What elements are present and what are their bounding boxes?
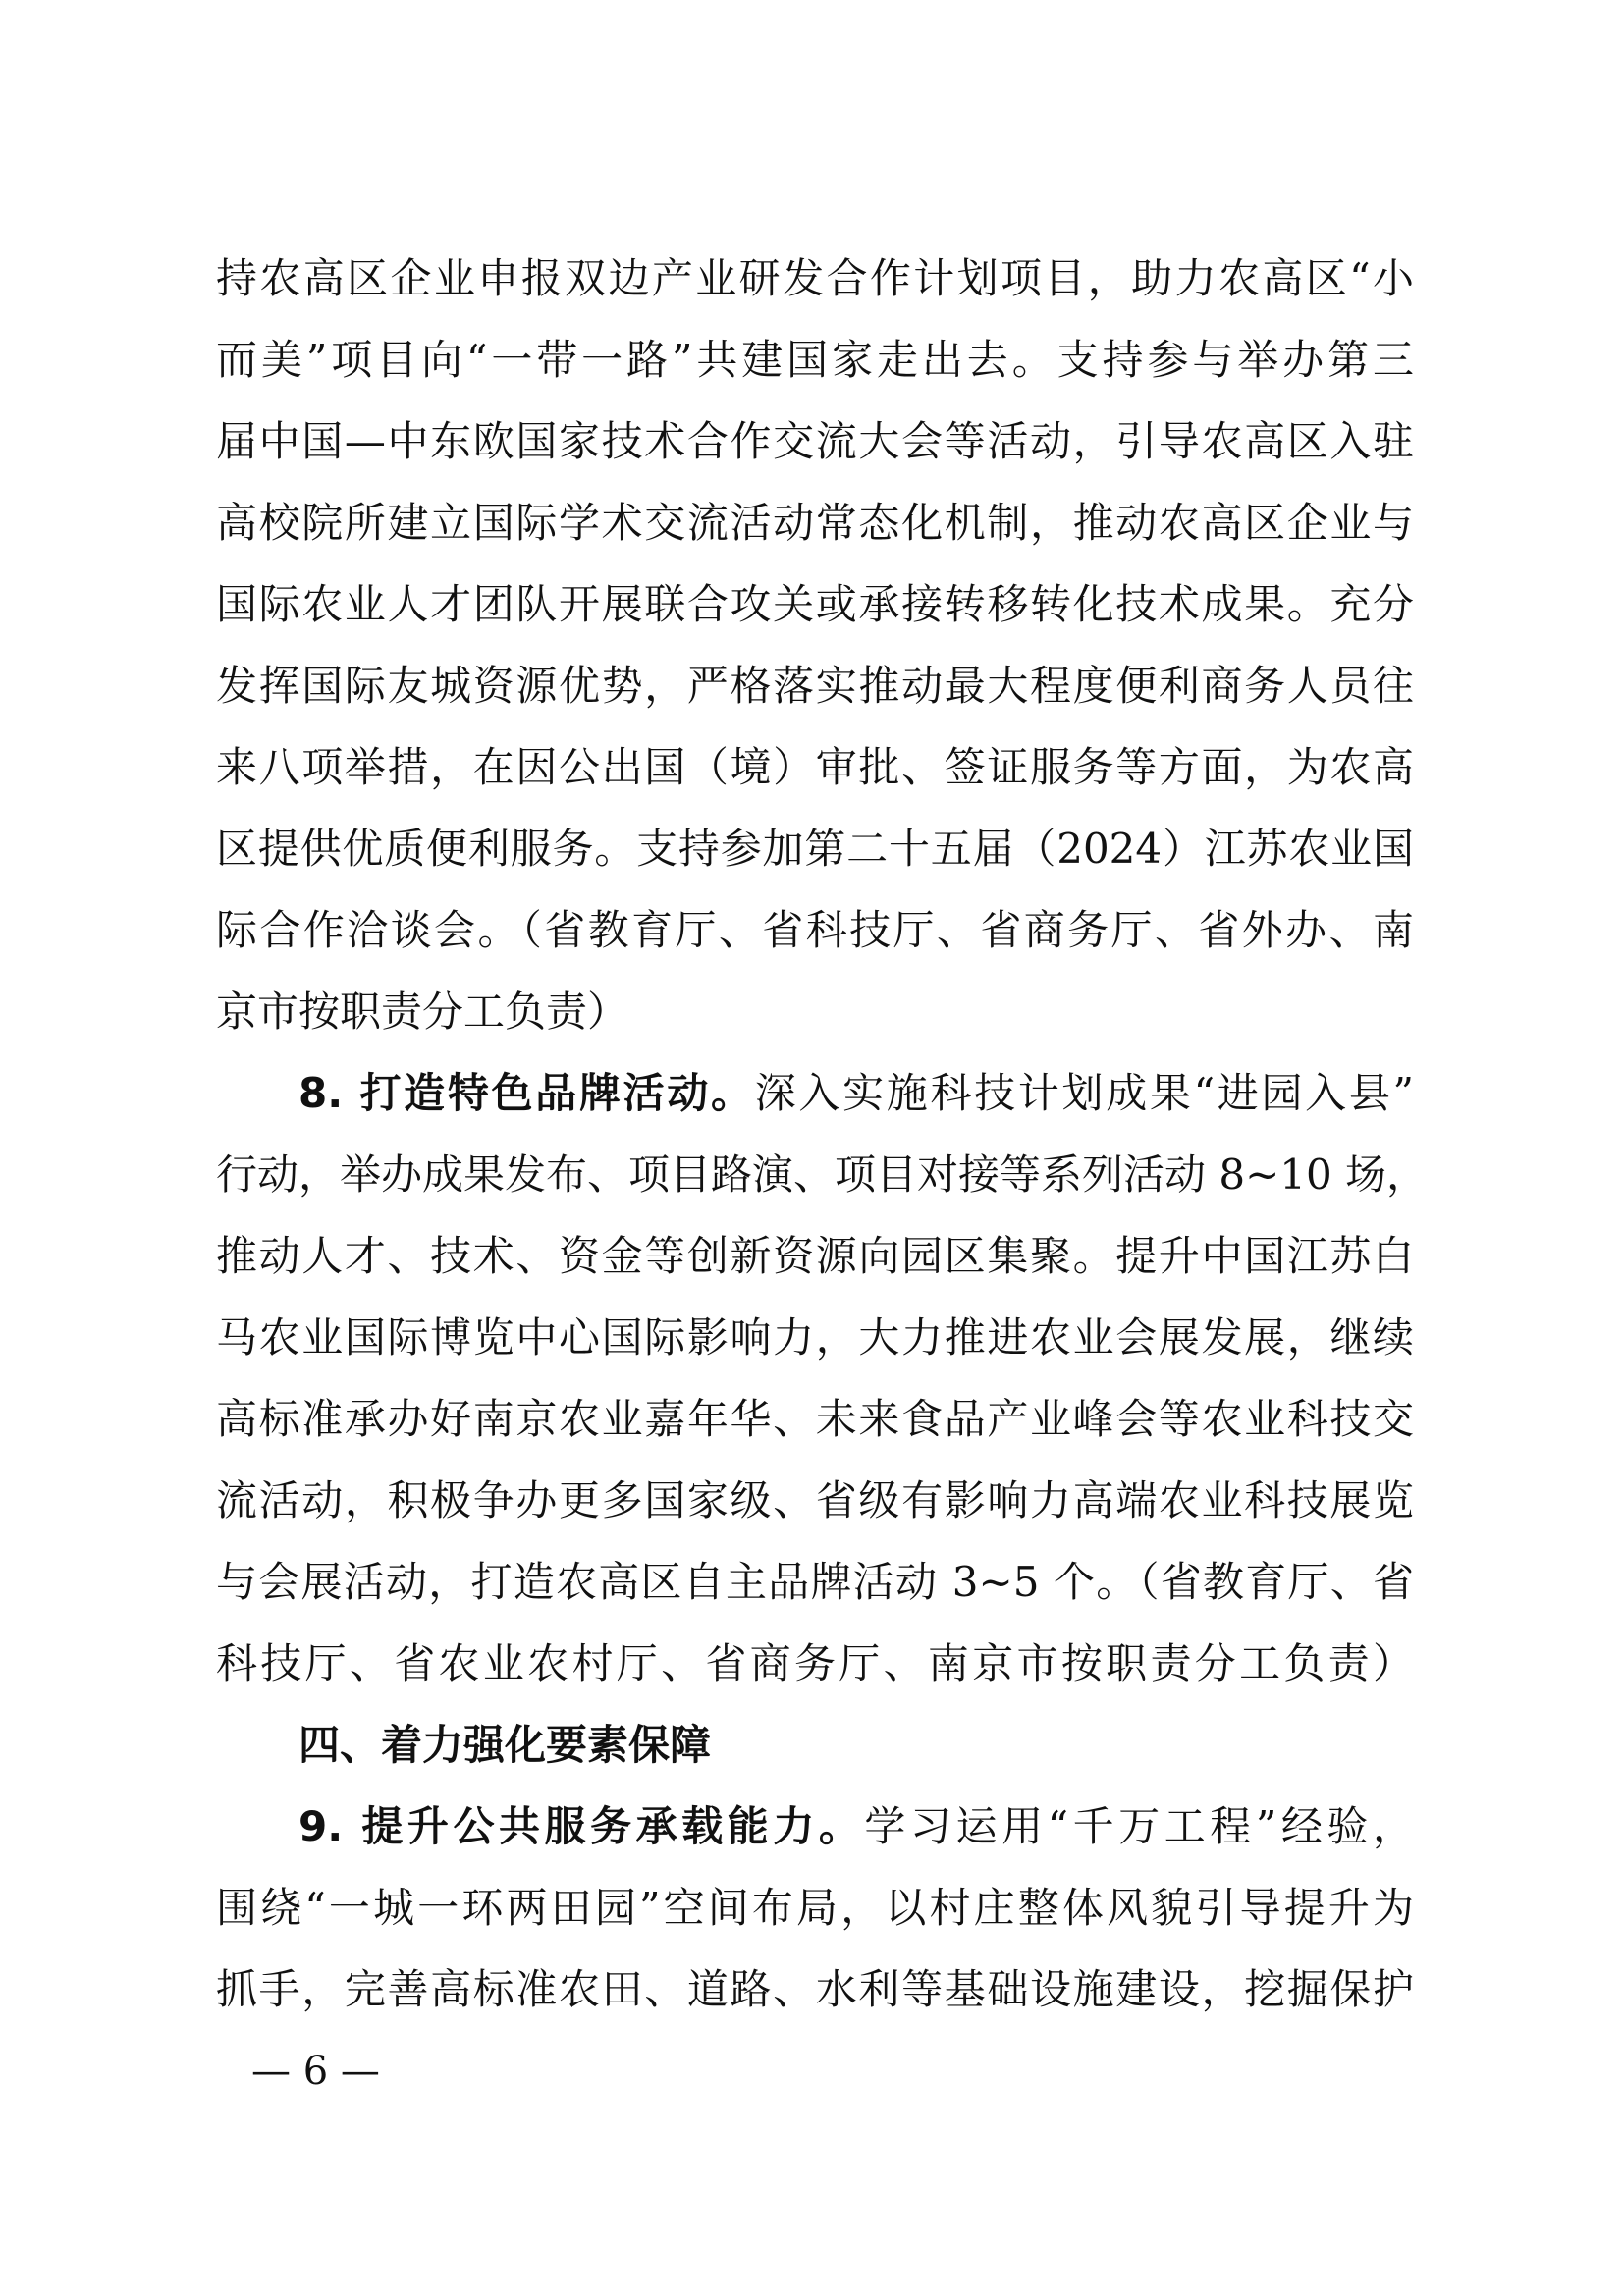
paragraph-line: 马农业国际博览中心国际影响力，大力推进农业会展发展，继续 xyxy=(216,1313,1414,1362)
paragraph-line: 而美”项目向“一带一路”共建国家走出去。支持参与举办第三 xyxy=(216,336,1414,384)
paragraph-line: 发挥国际友城资源优势，严格落实推动最大程度便利商务人员往 xyxy=(216,662,1414,710)
item-8-heading: 8. 打造特色品牌活动。 xyxy=(298,1069,755,1117)
item-9-lead-line xyxy=(298,1803,1414,1850)
paragraph-line: 行动，举办成果发布、项目路演、项目对接等系列活动 8~10 场， xyxy=(216,1150,1429,1199)
paragraph-line: 来八项举措，在因公出国（境）审批、签证服务等方面，为农高 xyxy=(216,743,1414,791)
paragraph-line: 高校院所建立国际学术交流活动常态化机制，推动农高区企业与 xyxy=(216,499,1414,547)
paragraph-line: 科技厅、省农业农村厅、省商务厅、南京市按职责分工负责） xyxy=(216,1639,1414,1687)
paragraph-line: 届中国—中东欧国家技术合作交流大会等活动，引导农高区入驻 xyxy=(216,417,1414,465)
paragraph-line: 国际农业人才团队开展联合攻关或承接转移转化技术成果。充分 xyxy=(216,580,1414,628)
paragraph-line: 际合作洽谈会。（省教育厅、省科技厅、省商务厅、省外办、南 xyxy=(216,906,1414,954)
item-9-lead-text: 学习运用“千万工程”经验， xyxy=(864,1802,1414,1850)
paragraph-line: 京市按职责分工负责） xyxy=(216,988,629,1036)
paragraph-line: 流活动，积极争办更多国家级、省级有影响力高端农业科技展览 xyxy=(216,1476,1414,1524)
item-8-lead-line xyxy=(298,1070,1414,1117)
paragraph-line: 持农高区企业申报双边产业研发合作计划项目，助力农高区“小 xyxy=(216,254,1414,302)
item-9-heading: 9. 提升公共服务承载能力。 xyxy=(298,1802,865,1850)
paragraph-line: 区提供优质便利服务。支持参加第二十五届（2024）江苏农业国 xyxy=(216,825,1414,873)
paragraph-line: 与会展活动，打造农高区自主品牌活动 3~5 个。（省教育厅、省 xyxy=(216,1558,1414,1606)
item-8-lead-text: 深入实施科技计划成果“进园入县” xyxy=(754,1069,1414,1117)
paragraph-line: 抓手，完善高标准农田、道路、水利等基础设施建设，挖掘保护 xyxy=(216,1965,1414,2013)
paragraph-line: 推动人才、技术、资金等创新资源向园区集聚。提升中国江苏白 xyxy=(216,1232,1414,1280)
paragraph-line: 围绕“一城一环两田园”空间布局，以村庄整体风貌引导提升为 xyxy=(216,1884,1414,1932)
paragraph-line: 高标准承办好南京农业嘉年华、未来食品产业峰会等农业科技交 xyxy=(216,1395,1414,1443)
section-4-heading: 四、着力强化要素保障 xyxy=(298,1721,712,1769)
page-number: — 6 — xyxy=(251,2049,380,2094)
